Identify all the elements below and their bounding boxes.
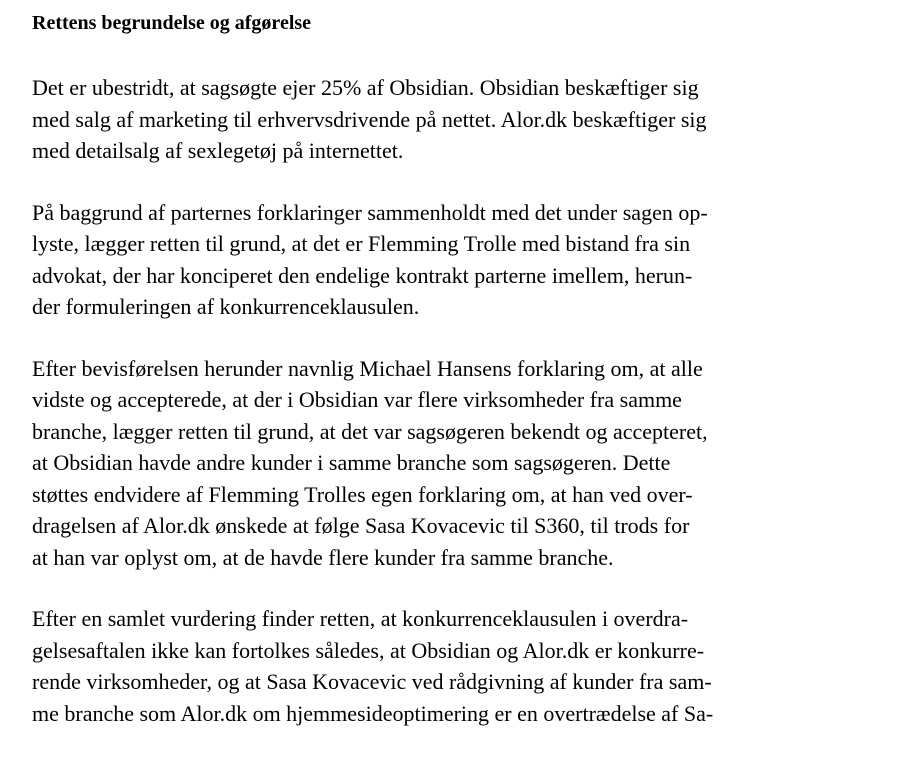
paragraph-2 bbox=[32, 197, 892, 323]
text-line: branche, lægger retten til grund, at det var sagsøgeren bekendt og accepteret, bbox=[32, 418, 708, 444]
text-line: me branche som Alor.dk om hjemmesideoptimering er en overtrædelse af Sa- bbox=[32, 700, 714, 726]
section-heading: Rettens begrundelse og afgørelse bbox=[32, 12, 312, 34]
text-line: gelsesaftalen ikke kan fortolkes således, at Obsidian og Alor.dk er konkurre- bbox=[32, 637, 705, 663]
text-line: med detailsalg af sexlegetøj på internettet. bbox=[32, 138, 404, 163]
text-line: lyste, lægger retten til grund, at det er Flemming Trolle med bistand fra sin bbox=[32, 231, 691, 256]
text-line: vidste og accepterede, at der i Obsidian var flere virksomheder fra samme bbox=[32, 387, 682, 412]
text-line: Efter en samlet vurdering finder retten, at konkurrenceklausulen i overdra- bbox=[32, 606, 689, 631]
document-page bbox=[32, 8, 892, 759]
text-line: støttes endvidere af Flemming Trolles egen forklaring om, at han ved over- bbox=[32, 481, 693, 507]
text-line: dragelsen af Alor.dk ønskede at følge Sasa Kovacevic til S360, til trods for bbox=[32, 513, 690, 538]
paragraph-1 bbox=[32, 72, 892, 167]
text-line: at han var oplyst om, at de havde flere kunder fra samme branche. bbox=[32, 544, 614, 570]
paragraph-4 bbox=[32, 603, 892, 729]
text-line: advokat, der har konciperet den endelige kontrakt parterne imellem, herun- bbox=[32, 262, 693, 288]
text-line: Efter bevisførelsen herunder navnlig Michael Hansens forklaring om, at alle bbox=[32, 355, 703, 381]
text-line: Det er ubestridt, at sagsøgte ejer 25% af Obsidian. Obsidian beskæftiger sig bbox=[32, 75, 699, 100]
text-line: På baggrund af parternes forklaringer sammenholdt med det under sagen op- bbox=[32, 199, 708, 225]
text-line: at Obsidian havde andre kunder i samme branche som sagsøgeren. Dette bbox=[32, 450, 671, 475]
text-line: der formuleringen af konkurrenceklausulen. bbox=[32, 294, 420, 319]
text-line: med salg af marketing til erhvervsdrivende på nettet. Alor.dk beskæftiger sig bbox=[32, 106, 707, 132]
text-line: rende virksomheder, og at Sasa Kovacevic ved rådgivning af kunder fra sam- bbox=[32, 669, 712, 694]
paragraph-3 bbox=[32, 353, 892, 574]
